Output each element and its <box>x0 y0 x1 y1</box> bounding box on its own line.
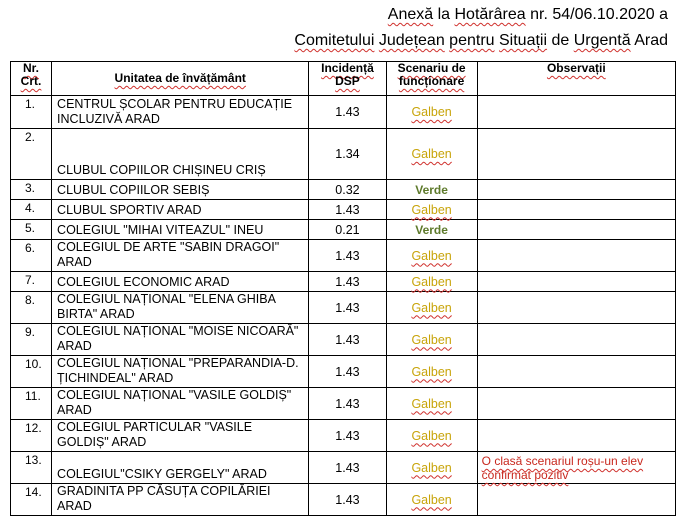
scenario-label: Galben <box>411 492 452 507</box>
table-row <box>11 129 676 180</box>
row-number: 1. <box>11 96 52 129</box>
scenario-label: Galben <box>411 332 452 347</box>
observations-cell <box>477 356 675 388</box>
header-word: Arad <box>630 32 668 49</box>
row-number: 5. <box>11 220 52 240</box>
school-name: COLEGIUL NAȚIONAL "VASILE GOLDIȘ" ARAD <box>52 388 309 420</box>
school-name: CLUBUL SPORTIV ARAD <box>52 200 309 220</box>
incidence-value: 1.43 <box>309 292 386 324</box>
scenario-label: Galben <box>411 300 452 315</box>
school-name: GRADINITA PP CĂSUȚA COPILĂRIEI ARAD <box>52 484 309 516</box>
incidence-value: 1.43 <box>309 484 386 516</box>
observations-cell <box>477 484 675 516</box>
scenario-cell <box>386 388 477 420</box>
scenario-cell <box>386 220 477 240</box>
school-name: COLEGIUL NAȚIONAL "ELENA GHIBA BIRTA" ARAD <box>52 292 309 324</box>
table-header-row <box>11 62 676 96</box>
header-word: Anexă <box>387 6 434 23</box>
observations-cell <box>477 129 675 180</box>
row-number: 4. <box>11 200 52 220</box>
school-name: COLEGIUL NAȚIONAL "PREPARANDIA-D. ȚICHINDEAL" ARAD <box>52 356 309 388</box>
header-word: pentru <box>449 32 495 49</box>
header-line-1 <box>294 2 668 28</box>
incidence-value: 1.43 <box>309 200 386 220</box>
row-number: 12. <box>11 420 52 452</box>
scenario-cell <box>386 180 477 200</box>
table-row <box>11 96 676 129</box>
school-name: CLUBUL COPIILOR SEBIȘ <box>52 180 309 200</box>
row-number: 2. <box>11 129 52 180</box>
scenario-cell <box>386 96 477 129</box>
observations-cell <box>477 324 675 356</box>
header-line-2 <box>294 28 668 54</box>
incidence-value: 0.21 <box>309 220 386 240</box>
row-number: 13. <box>11 452 52 484</box>
incidence-value: 0.32 <box>309 180 386 200</box>
header-word: Hotărârea <box>454 6 526 23</box>
scenario-cell <box>386 129 477 180</box>
header-word: la <box>433 6 455 23</box>
scenario-cell <box>386 272 477 292</box>
incidence-value: 1.43 <box>309 272 386 292</box>
incidence-value: 1.43 <box>309 240 386 272</box>
observations-cell <box>477 240 675 272</box>
observations-cell <box>477 96 675 129</box>
table-row <box>11 324 676 356</box>
table-row <box>11 484 676 516</box>
header-incidenta: Incidență DSP <box>309 62 386 96</box>
scenario-cell <box>386 356 477 388</box>
scenario-label: Verde <box>415 222 448 237</box>
table-row <box>11 420 676 452</box>
scenario-label: Galben <box>411 202 452 217</box>
school-name: COLEGIUL ECONOMIC ARAD <box>52 272 309 292</box>
header-word: Urgentă <box>573 32 631 49</box>
table-row <box>11 200 676 220</box>
scenario-label: Galben <box>411 274 452 289</box>
scenario-label: Galben <box>411 105 452 119</box>
scenario-cell <box>386 452 477 484</box>
scenario-label: Galben <box>411 428 452 443</box>
observations-cell <box>477 220 675 240</box>
header-word: Situații <box>499 32 548 49</box>
incidence-value: 1.34 <box>309 129 386 180</box>
school-name: CENTRUL ȘCOLAR PENTRU EDUCAȚIE INCLUZIVĂ ARAD <box>52 96 309 129</box>
scenario-label: Verde <box>415 182 448 197</box>
table-row <box>11 292 676 324</box>
school-name: COLEGIUL"CSIKY GERGELY" ARAD <box>52 452 309 484</box>
table-row <box>11 356 676 388</box>
scenario-label: Galben <box>411 364 452 379</box>
scenario-label: Galben <box>411 248 452 263</box>
scenario-label: Galben <box>411 147 452 161</box>
observations-cell <box>477 420 675 452</box>
row-number: 10. <box>11 356 52 388</box>
header-observatii: Observații <box>477 62 675 96</box>
table-row <box>11 388 676 420</box>
schools-table <box>10 61 676 516</box>
school-name: COLEGIUL DE ARTE "SABIN DRAGOI" ARAD <box>52 240 309 272</box>
header-word: de <box>547 32 574 49</box>
observations-cell <box>477 180 675 200</box>
header-unitate: Unitatea de învățământ <box>52 62 309 96</box>
header-scenariu: Scenariu de funcționare <box>386 62 477 96</box>
scenario-cell <box>386 200 477 220</box>
scenario-label: Galben <box>411 396 452 411</box>
header-word: nr. 54/06.10.2020 a <box>525 6 668 23</box>
header-word: Județean <box>378 32 445 49</box>
incidence-value: 1.43 <box>309 388 386 420</box>
scenario-cell <box>386 240 477 272</box>
table-row <box>11 272 676 292</box>
observations-cell <box>477 292 675 324</box>
school-name: COLEGIUL "MIHAI VITEAZUL" INEU <box>52 220 309 240</box>
scenario-cell <box>386 292 477 324</box>
row-number: 8. <box>11 292 52 324</box>
observations-cell <box>477 200 675 220</box>
observation-text: O clasă scenariul roșu-un elev confirmat pozitiv <box>481 454 644 482</box>
row-number: 14. <box>11 484 52 516</box>
header-nr: Nr. Crt. <box>11 62 52 96</box>
school-name: COLEGIUL NAȚIONAL "MOISE NICOARĂ" ARAD <box>52 324 309 356</box>
incidence-value: 1.43 <box>309 324 386 356</box>
school-name: CLUBUL COPIILOR CHIȘINEU CRIȘ <box>52 129 309 180</box>
row-number: 7. <box>11 272 52 292</box>
table-row <box>11 180 676 200</box>
incidence-value: 1.43 <box>309 420 386 452</box>
scenario-cell <box>386 324 477 356</box>
scenario-label: Galben <box>411 460 452 475</box>
header-word: Comitetului <box>294 32 375 49</box>
row-number: 11. <box>11 388 52 420</box>
row-number: 9. <box>11 324 52 356</box>
observations-cell <box>477 452 675 484</box>
scenario-cell <box>386 420 477 452</box>
school-name: COLEGIUL PARTICULAR "VASILE GOLDIȘ" ARAD <box>52 420 309 452</box>
observations-cell <box>477 388 675 420</box>
row-number: 6. <box>11 240 52 272</box>
table-row <box>11 220 676 240</box>
table-row <box>11 452 676 484</box>
row-number: 3. <box>11 180 52 200</box>
document-header <box>294 2 668 54</box>
scenario-cell <box>386 484 477 516</box>
table-row <box>11 240 676 272</box>
incidence-value: 1.43 <box>309 96 386 129</box>
incidence-value: 1.43 <box>309 356 386 388</box>
incidence-value: 1.43 <box>309 452 386 484</box>
observations-cell <box>477 272 675 292</box>
